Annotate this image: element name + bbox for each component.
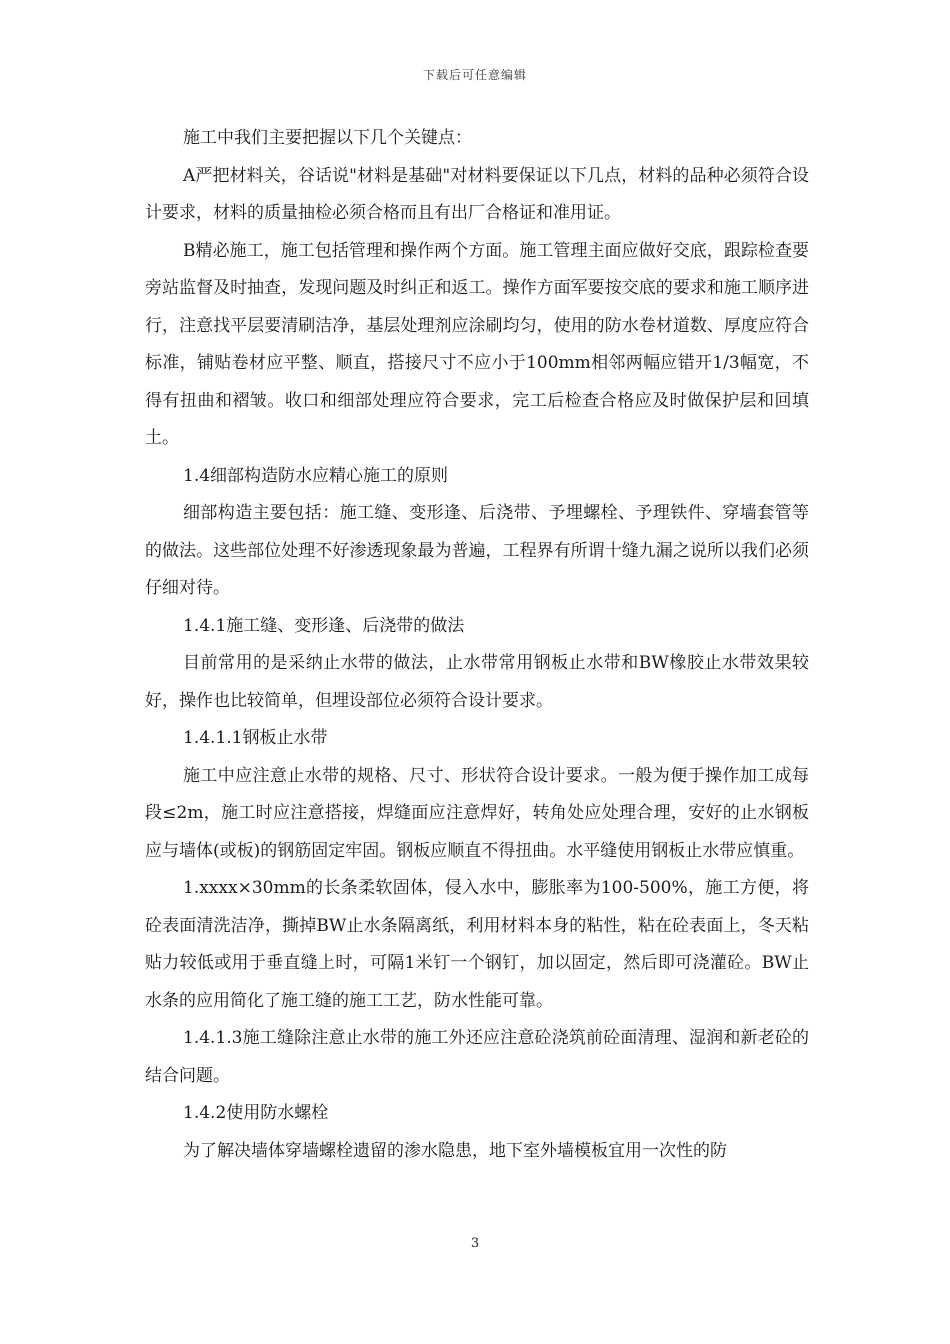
paragraph-waterstop-method: 目前常用的是采纳止水带的做法，止水带常用钢板止水带和BW橡胶止水带效果较好，操作也比较简单，但埋设部位必须符合设计要求。 bbox=[145, 653, 809, 711]
section-heading-1-4-2: 1.4.2使用防水螺栓 bbox=[183, 1103, 329, 1123]
section-heading-1-4: 1.4细部构造防水应精心施工的原则 bbox=[183, 465, 449, 486]
paragraph-detail-construction: 细部构造主要包括：施工缝、变形逢、后浇带、予埋螺栓、予理铁件、穿墙套管等的做法。这些部位处理不好渗透现象最为普遍，工程界有所谓十缝九漏之说所以我们必须仔细对待。 bbox=[145, 503, 809, 598]
paragraph-careful-construction: B精必施工，施工包括管理和操作两个方面。施工管理主面应做好交底，跟踪检查要旁站监督及时抽查，发现问题及时纠正和返工。操作方面军要按交底的要求和施工顺序进行，注意找平层要清刷洁净，基层处理剂应涂刷均匀，使用的防水卷材道数、厚度应符合标准，铺贴卷材应平整、顺直，搭接尺寸不应小于100mm相邻两幅应错开1/3幅宽，不得有扭曲和褶皱。收口和细部处理应符合要求，完工后检查合格应及时做保护层和回填土。 bbox=[145, 240, 809, 448]
paragraph-waterproof-bolt: 为了解决墙体穿墙螺栓遗留的渗水隐患，地下室外墙模板宜用一次性的防 bbox=[183, 1140, 727, 1161]
document-body bbox=[145, 120, 809, 1170]
paragraph-construction-joint: 1.4.1.3施工缝除注意止水带的施工外还应注意砼浇筑前砼面清理、湿润和新老砼的结合问题。 bbox=[145, 1028, 809, 1086]
paragraph-material-control: A严把材料关，谷话说"材料是基础"对材料要保证以下几点，材料的品种必须符合设计要求，材料的质量抽检必须合格而且有出厂合格证和准用证。 bbox=[145, 165, 809, 223]
paragraph-bw-strip: 1.xxxx×30mm的长条柔软固体，侵入水中，膨胀率为100-500%，施工方便，将砼表面清洗洁净，撕掉BW止水条隔离纸，利用材料本身的粘性，粘在砼表面上，冬天粘贴力较低或用于垂直缝上时，可隔1米钉一个钢钉，加以固定，然后即可浇灌砼。BW止水条的应用简化了施工缝的施工工艺，防水性能可靠。 bbox=[145, 878, 809, 1011]
paragraph-key-points-intro: 施工中我们主要把握以下几个关键点： bbox=[183, 128, 472, 148]
section-heading-1-4-1-1: 1.4.1.1钢板止水带 bbox=[183, 728, 328, 748]
paragraph-steel-waterstop: 施工中应注意止水带的规格、尺寸、形状符合设计要求。一般为便于操作加工成每段≤2m，施工时应注意搭接，焊缝面应注意焊好，转角处应处理合理，安好的止水钢板应与墙体(或板)的钢筋固定牢固。钢板应顺直不得扭曲。水平缝使用钢板止水带应慎重。 bbox=[145, 765, 809, 861]
section-heading-1-4-1: 1.4.1施工缝、变形逢、后浇带的做法 bbox=[183, 615, 465, 636]
page-header: 下载后可任意编辑 bbox=[422, 68, 527, 82]
page-number: 3 bbox=[470, 1236, 480, 1251]
